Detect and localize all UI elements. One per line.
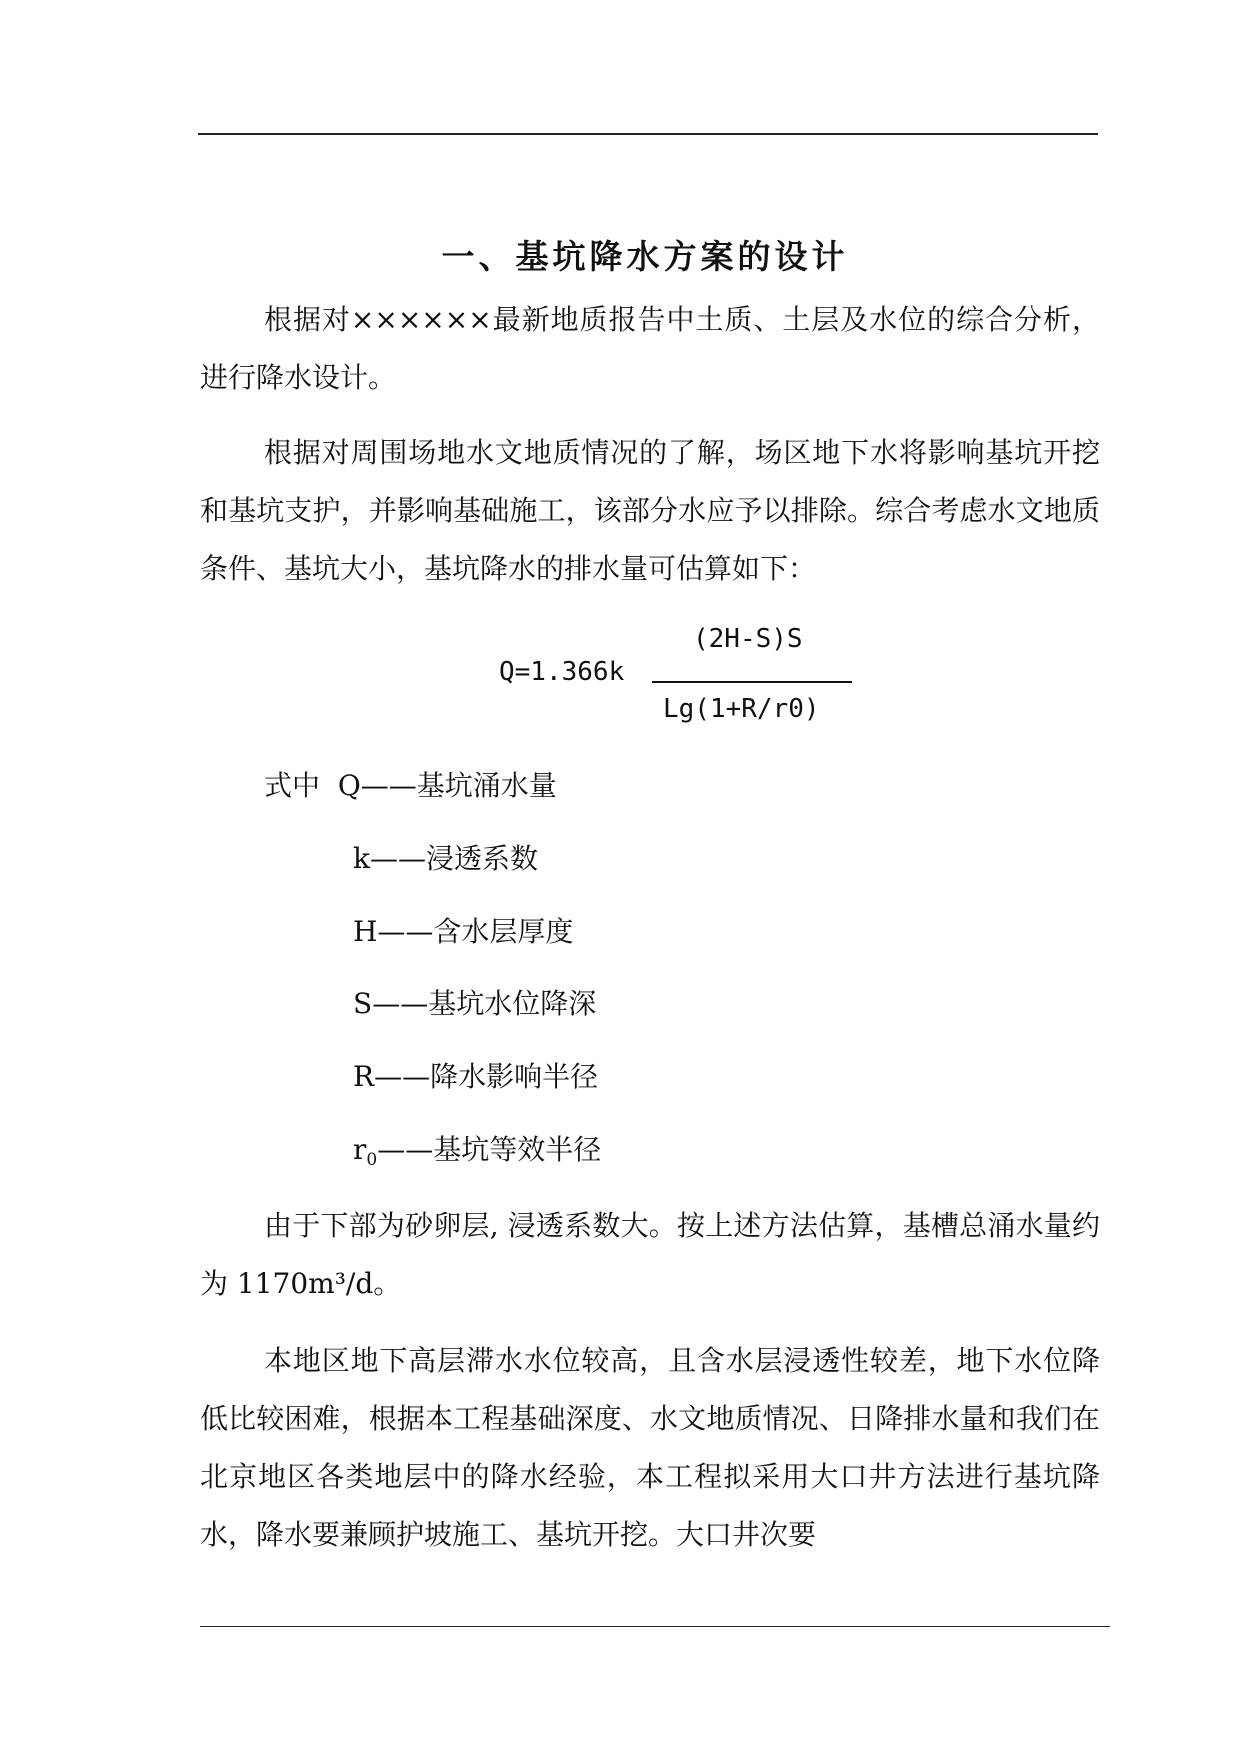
definition-symbol: r	[353, 1133, 367, 1166]
definition-text: ——基坑涌水量	[360, 769, 557, 802]
definition-symbol: S	[353, 987, 373, 1020]
definition-row-q	[264, 766, 557, 806]
definition-subscript: 0	[366, 1150, 378, 1170]
definition-row-k	[353, 839, 538, 879]
definition-row-r	[353, 1057, 598, 1097]
definition-row-h	[353, 912, 573, 952]
formula-lhs: Q=1.366k	[499, 657, 625, 687]
fraction-bar	[652, 681, 852, 683]
paragraph-method: 本地区地下高层滞水水位较高，且含水层浸透性较差，地下水位降低比较困难，根据本工程基础深度、水文地质情况、日降排水量和我们在北京地区各类地层中的降水经验，本工程拟采用大口井方法进行基坑降水，降水要兼顾护坡施工、基坑开挖。大口井次要	[200, 1344, 1100, 1551]
definition-symbol: H	[353, 915, 378, 948]
definition-symbol: Q	[337, 769, 361, 802]
definition-text: ——含水层厚度	[377, 915, 574, 948]
paragraph-estimation: 根据对周围场地水文地质情况的了解，场区地下水将影响基坑开挖和基坑支护，并影响基础施工，该部分水应予以排除。综合考虑水文地质条件、基坑大小，基坑降水的排水量可估算如下：	[200, 436, 1100, 585]
definition-symbol: k	[353, 842, 370, 875]
paragraph-result: 由于下部为砂卵层, 浸透系数大。按上述方法估算，基槽总涌水量约为 1170m³/d。	[200, 1209, 1100, 1300]
definition-text: ——基坑等效半径	[377, 1133, 602, 1166]
definition-text: ——基坑水位降深	[372, 987, 597, 1020]
definition-intro: 式中	[264, 769, 321, 802]
header-rule	[198, 133, 1098, 135]
definition-symbol: R	[353, 1060, 375, 1093]
section-title: 一、基坑降水方案的设计	[441, 237, 849, 276]
definition-row-r0	[353, 1130, 601, 1170]
definition-text: ——降水影响半径	[374, 1060, 599, 1093]
footer-rule	[200, 1626, 1110, 1627]
definition-row-s	[353, 984, 596, 1024]
paragraph-intro: 根据对××××××最新地质报告中土质、土层及水位的综合分析，进行降水设计。	[200, 303, 1100, 394]
formula-denominator: Lg(1+R/r0)	[663, 694, 820, 724]
definition-text: ——浸透系数	[369, 842, 538, 875]
formula-numerator: (2H-S)S	[693, 624, 803, 654]
